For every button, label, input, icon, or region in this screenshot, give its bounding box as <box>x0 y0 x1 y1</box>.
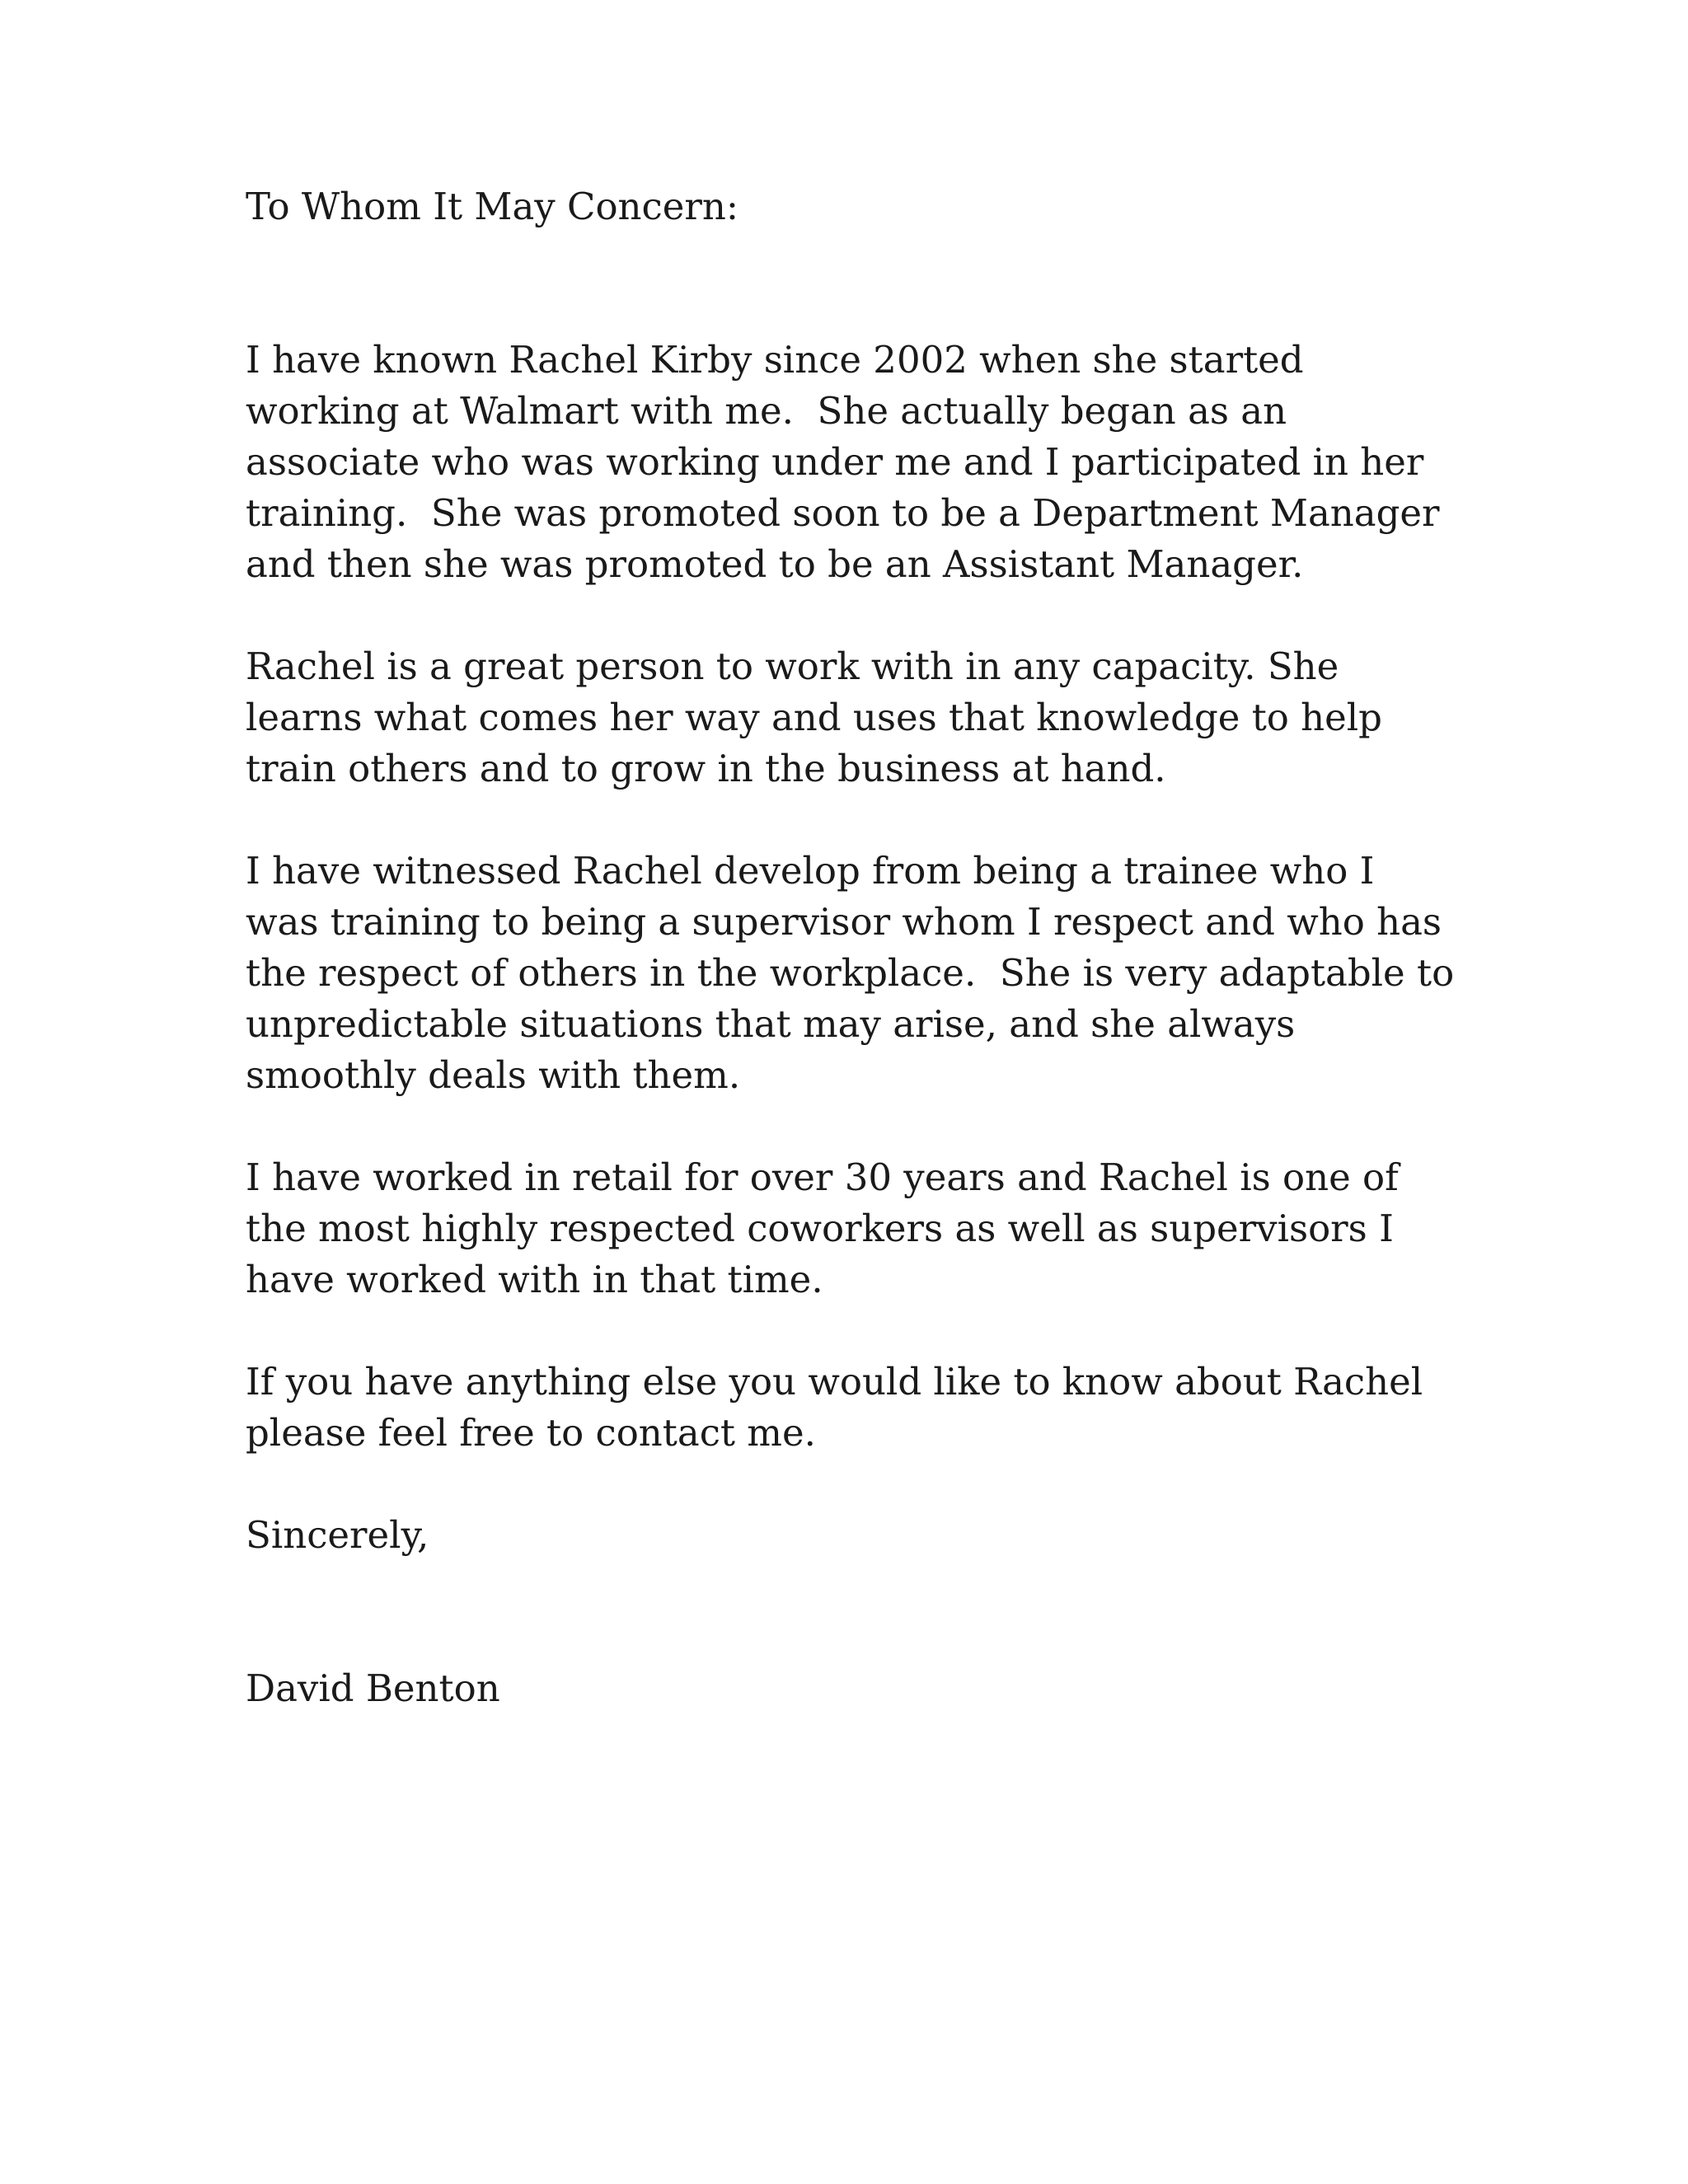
paragraph-line: training. She was promoted soon to be a Department Manager <box>246 491 1440 535</box>
paragraph-line: I have witnessed Rachel develop from being a trainee who I <box>246 849 1375 893</box>
paragraph-1 <box>246 335 1449 590</box>
paragraph-2 <box>246 641 1449 794</box>
paragraph-line: working at Walmart with me. She actually began as an <box>246 389 1287 433</box>
paragraph-line: smoothly deals with them. <box>246 1053 741 1097</box>
paragraph-line: was training to being a supervisor whom I respect and who has <box>246 900 1442 944</box>
paragraph-4 <box>246 1152 1449 1305</box>
paragraph-line: have worked with in that time. <box>246 1258 823 1301</box>
paragraph-line: I have worked in retail for over 30 years and Rachel is one of <box>246 1155 1399 1199</box>
paragraph-line: I have known Rachel Kirby since 2002 when she started <box>246 338 1304 382</box>
paragraph-line: unpredictable situations that may arise, and she always <box>246 1002 1296 1046</box>
paragraph-line: Rachel is a great person to work with in any capacity. She <box>246 644 1339 688</box>
paragraph-line: associate who was working under me and I participated in her <box>246 440 1424 484</box>
paragraph-line: If you have anything else you would like to know about Rachel <box>246 1360 1423 1404</box>
signature-name: David Benton <box>246 1666 500 1710</box>
paragraph-line: learns what comes her way and uses that knowledge to help <box>246 696 1382 739</box>
salutation: To Whom It May Concern: <box>246 185 739 228</box>
paragraph-line: train others and to grow in the business at hand. <box>246 747 1166 790</box>
closing: Sincerely, <box>246 1513 429 1557</box>
paragraph-line: please feel free to contact me. <box>246 1411 816 1455</box>
paragraph-3 <box>246 846 1455 1101</box>
paragraph-line: and then she was promoted to be an Assistant Manager. <box>246 542 1304 586</box>
letter-body <box>246 181 1455 1714</box>
paragraph-5 <box>246 1357 1449 1459</box>
paragraph-line: the respect of others in the workplace. She is very adaptable to <box>246 951 1455 995</box>
paragraph-line: the most highly respected coworkers as well as supervisors I <box>246 1207 1394 1250</box>
